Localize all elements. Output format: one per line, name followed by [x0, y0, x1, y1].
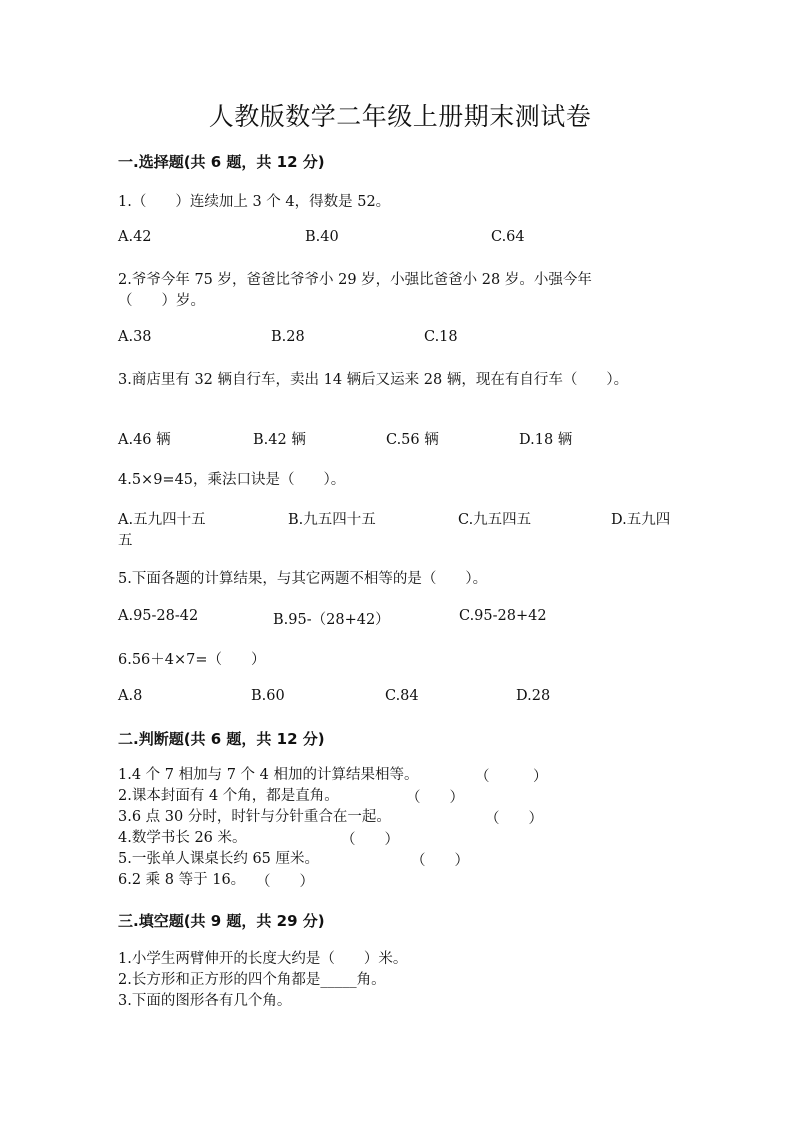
question-6-stem: 6.56＋4×7=（ ） — [118, 652, 266, 668]
question-2-stem-line1: 2.爷爷今年 75 岁，爸爸比爷爷小 29 岁，小强比爸爸小 28 岁。小强今年 — [118, 272, 592, 288]
question-4-option-b: B.九五四十五 — [288, 512, 376, 528]
question-4-option-a: A.五九四十五 — [118, 512, 206, 528]
question-5-stem: 5.下面各题的计算结果，与其它两题不相等的是（ ）。 — [118, 571, 488, 587]
question-3-stem: 3.商店里有 32 辆自行车，卖出 14 辆后又运来 28 辆，现在有自行车（ ）。 — [118, 372, 629, 388]
judge-item-5-bracket: （ ） — [411, 853, 469, 869]
question-6-option-c: C.84 — [385, 688, 419, 704]
question-2-option-c: C.18 — [424, 329, 458, 345]
judge-item-4-bracket: （ ） — [341, 832, 399, 848]
question-4-option-c: C.九五四五 — [458, 512, 532, 528]
judge-item-2: 2.课本封面有 4 个角，都是直角。 — [118, 788, 339, 804]
question-3-option-c: C.56 辆 — [386, 432, 439, 448]
question-6-option-a: A.8 — [118, 688, 143, 704]
judge-item-5: 5.一张单人课桌长约 65 厘米。 — [118, 851, 320, 867]
judge-item-2-bracket: （ ） — [406, 790, 464, 806]
section-heading-choice: 一.选择题(共 6 题，共 12 分) — [118, 153, 325, 171]
judge-item-6: 6.2 乘 8 等于 16。 — [118, 872, 246, 888]
question-1-option-a: A.42 — [118, 229, 152, 245]
section-heading-judge: 二.判断题(共 6 题，共 12 分) — [118, 730, 325, 748]
question-3-option-d: D.18 辆 — [519, 432, 573, 448]
judge-item-1: 1.4 个 7 相加与 7 个 4 相加的计算结果相等。 — [118, 767, 419, 783]
question-1-stem: 1.（ ）连续加上 3 个 4，得数是 52。 — [118, 194, 391, 210]
question-3-option-a: A.46 辆 — [118, 432, 171, 448]
fill-item-1: 1.小学生两臂伸开的长度大约是（ ）米。 — [118, 951, 408, 967]
judge-item-3-bracket: （ ） — [485, 811, 543, 827]
judge-item-3: 3.6 点 30 分时，时针与分针重合在一起。 — [118, 809, 391, 825]
question-5-option-b: B.95-（28+42） — [273, 612, 390, 628]
judge-item-1-bracket: （ ） — [475, 769, 548, 785]
question-6-option-b: B.60 — [251, 688, 285, 704]
judge-item-6-bracket: （ ） — [256, 874, 314, 890]
question-2-option-a: A.38 — [118, 329, 152, 345]
question-1-option-b: B.40 — [305, 229, 339, 245]
question-2-stem-line2: （ ）岁。 — [118, 293, 205, 309]
question-4-stem: 4.5×9=45，乘法口诀是（ ）。 — [118, 472, 346, 488]
fill-item-3: 3.下面的图形各有几个角。 — [118, 993, 292, 1009]
page-title: 人教版数学二年级上册期末测试卷 — [208, 102, 592, 131]
question-3-option-b: B.42 辆 — [253, 432, 306, 448]
question-6-option-d: D.28 — [516, 688, 551, 704]
question-4-option-d-wrap: 五 — [118, 533, 133, 549]
question-5-option-a: A.95-28-42 — [118, 608, 199, 624]
question-2-option-b: B.28 — [271, 329, 305, 345]
section-heading-fill: 三.填空题(共 9 题，共 29 分) — [118, 912, 325, 930]
question-4-option-d: D.五九四 — [611, 512, 671, 528]
fill-item-2: 2.长方形和正方形的四个角都是_____角。 — [118, 972, 386, 988]
question-1-option-c: C.64 — [491, 229, 525, 245]
judge-item-4: 4.数学书长 26 米。 — [118, 830, 247, 846]
question-5-option-c: C.95-28+42 — [459, 608, 547, 624]
